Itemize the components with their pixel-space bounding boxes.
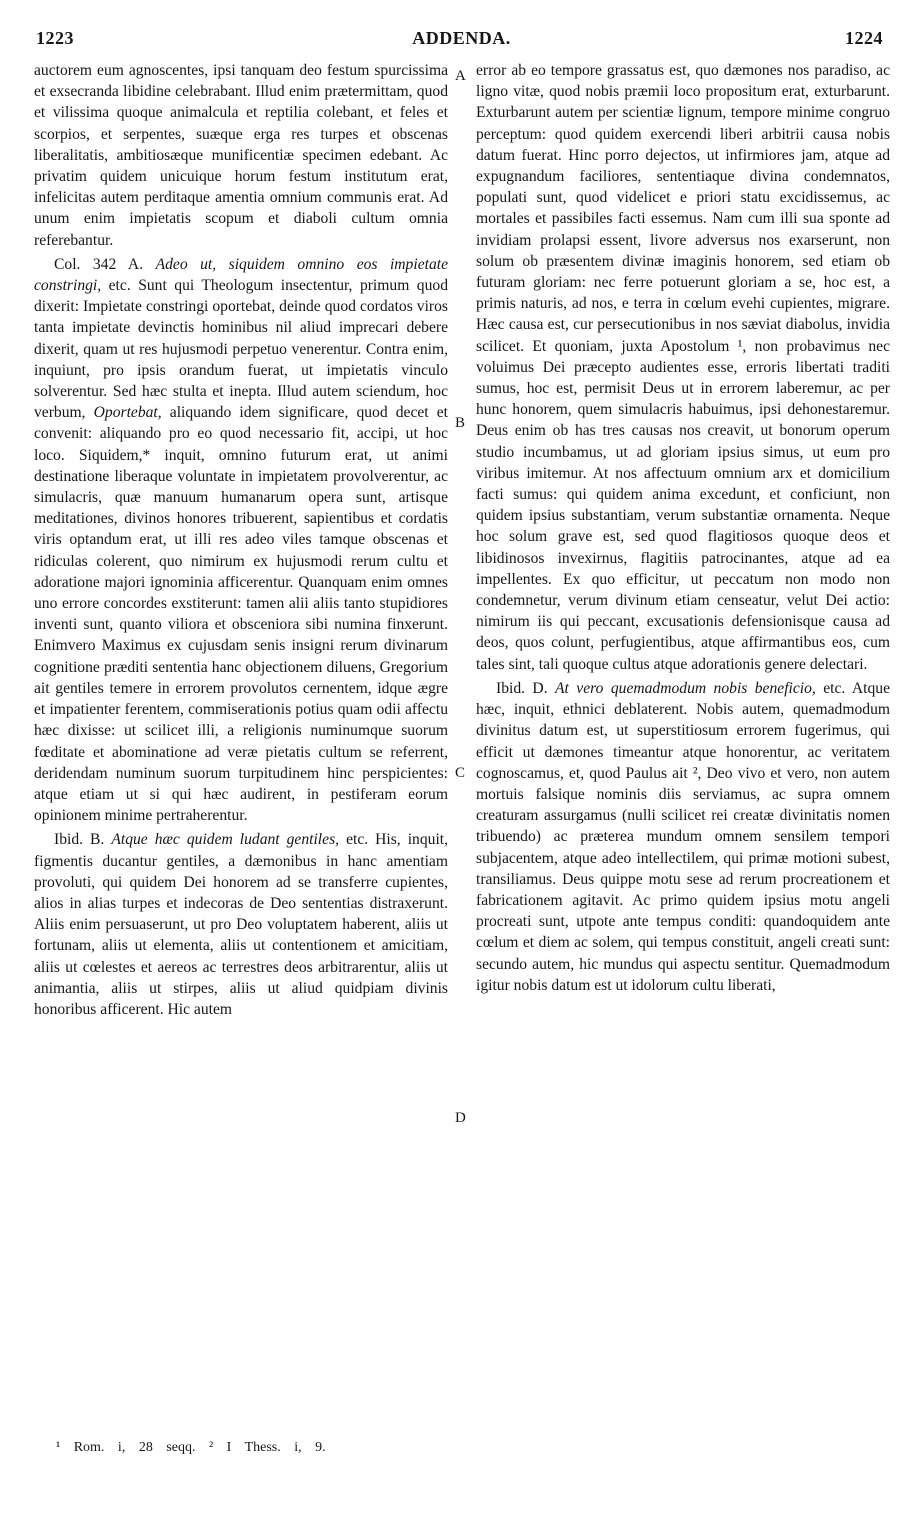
reference-lead: Col. 342 A. [54,255,144,273]
lemma: At vero quemadmodum nobis beneficio, [555,679,816,697]
emphasis-word: Oportebat, [93,404,162,422]
paragraph-text: etc. Sunt qui Theologum insectentur, primum quod dixerit: Impietate constringi oportebat, deinde quod cordatos viros tanta impietate devinctis hominibus nil aliud imprecari debere dixerit, quam ut res hujusmodi perpetuo venerentur. Contra enim, inquiunt, pro ipsis orandum fuerat, ut impietatis vinculo solverentur. Sed hæc stulta et inepta. Illud autem sciendum, hoc verbum, [34,277,448,422]
footnote: ¹ Rom. i, 28 seqq. [56,1440,196,1455]
margin-letter-b: B [455,415,466,431]
margin-letter-d: D [455,1110,466,1126]
page-number-right: 1224 [845,28,883,48]
reference-lead: Ibid. B. [54,831,105,849]
margin-letter-c: C [455,765,466,781]
lemma: Atque hæc quidem ludant gentiles, [111,831,340,849]
reference-lead: Ibid. D. [496,679,548,697]
paragraph: error ab eo tempore grassatus est, quo dæmones nos paradiso, ac ligno vitæ, quod nobis præmii loco propositum erat, exturbarunt. Exturbarunt autem per scientiæ lignum, tempore minime congruo perceptum: quod quidem exercendi liberi arbitrii causa nobis datum fuerat. Hinc porro dejectos, ut infirmiores jam, atque ad expugnandum faciliores, sententiaque divina condemnatos, populati sunt, quod videlicet e priori statu excidissemus, ac mortales et passibiles facti essemus. Nam cum illi sua sponte ad invidiam prolapsi essent, livore adversus nos exarserunt, non solum ob præsentem divinæ imaginis honorem, sed etiam ob futuram gloriam: nec ferre potuerunt gloriam a se, hoc est, a primis naturis, ad nos, e terra in cœlum evehi cupientes, migrare. Hæc causa est, cur persecutionibus in nos sæviat diabolus, invidia scilicet. Et quoniam, juxta Apostolum ¹, non probavimus nec voluimus Dei præcepto audientes esse, erroris libertati traditi sumus, hoc est, permisit Deus ut in errorem laberemur, ac per hunc honorem, quem simulacris habuimus, ipsi dehonestaremur. Deus enim ob has tres causas nos creavit, ut bonorum operum studio incumbamus, ut ad gloriam ipsius simus, ut eum pro viribus imitemur. At nos affectuum omnium arx et domicilium facti sumus: qui quidem anima excedunt, et conficiunt, non quidem ipsius substantiam, verum substantiæ ornamenta. Neque hoc solum grave est, sed quod flagitiosos quoque deos et libidinosos invexirnus, flagitiis patrocinantes, atque ad ea impellentes. Ex quo efficitur, ut peccatum non modo non condemnetur, verum divinum etiam censeatur, velut Dei actio: nimirum iis qui peccant, excusationis defensionisque causa ad deos, quos colunt, perfugientibus, atque affirmantibus eos, cum tales sint, tali quoque cultus atque adorationis genere delectari. [476,62,890,673]
running-title: ADDENDA. [412,28,511,48]
paragraph-text: etc. Atque hæc, inquit, ethnici deblaterent. Nobis autem, quemadmodum divinitus datum est, ut superstitiosum errorem fugerimus, qui efficit ut dæmones timeantur atque honorentur, ac veritatem cognoscamus, et, quod Paulus ait ², Deo vivo et vero, non autem mortuis falsique nominis diis serviamus, ac supra omnem creaturam assurgamus (nulli scilicet rei creatæ divinitatis nomen tribuendo) ac præterea mundum omnem sensilem tempori subjacentem, atque adeo intellectilem, qui primæ motioni subest, transiliamus. Deus quippe motu sese ad rerum procreationem et fabricationem agitavit. Ac primo quidem ipsius motu angeli procreati sunt, utpote ante tempus conditi: quandoquidem ante cœlum et diem ac solem, qui tempus constituit, angeli creati sunt: secundo autem, hic mundus qui aspectu sentitur. Quemadmodum igitur nobis datum est ut idolorum cultu liberati, [476,679,890,994]
lemma: Adeo ut, siquidem omnino eos impietate constringi, [34,255,448,295]
left-column [34,60,448,1020]
right-column [476,60,890,996]
footnote: ² I Thess. i, 9. [208,1440,326,1455]
paragraph: auctorem eum agnoscentes, ipsi tanquam deo festum spurcissima et exsecranda libidine celebrabant. Illud enim prætermittam, quod et vilissima quoque animalcula et reptilia colebant, et feles et scorpios, et serpentes, suæque erga res turpes et obscenas liberalitatis, ambitiosæque munificentiæ specimen edebant. Ac privatim quidem unicuique horum festum institutum erat, infelicitas autem perditaque amentia omnium communis erat. Ad unum enim impietatis scopum et diaboli cultum omnia referebantur. [34,62,448,249]
paragraph [34,254,448,826]
paragraph [476,678,890,996]
paragraph-text: etc. His, inquit, figmentis ducantur gentiles, a dæmonibus in hanc amentiam provoluti, qui quidem Dei honorem ad se transferre cupientes, alios in alias turpes et indecoras de Deo sententias distraxerunt. Aliis enim persuaserunt, ut pro Deo voluptatem haberent, aliis ut fortunam, aliis ut elementa, aliis ut contentionem et amicitiam, aliis ut cœlestes et aereos ac terrestres deos arbitrarentur, aliis ut animantia, aliis ut stirpes, aliis ut aliud quidpiam divinis honoribus afficerent. Hic autem [34,831,449,1018]
paragraph-text: aliquando idem significare, quod decet et convenit: aliquando pro eo quod necessario fit, accipi, ut hoc loco. Siquidem,* inquit, omnino futurum erat, ut animi destinatione liberaque voluntate in impietatem provolverentur, ac simulacris, quæ manuum humanarum opera sunt, artisque meditationes, divinos honores tribuerent, sapientibus et cordatis viris optandum erat, ut illi res adeo viles tamque obscenas et ridiculas colerent, quo nimirum ex hujusmodi rerum cultu et adoratione majori ignominia afficerentur. Quanquam enim omnes uno errore concordes exstiterunt: tamen alii aliis tanto stupidiores inventi sunt, quanto viliora et obsceniora sibi numina finxerunt. Enimvero Maximus ex cujusdam senis insigni rerum divinarum cognitione præditi sententia hanc objectionem diluens, Gregorium ait gentiles temere in errorem provolutos cernentem, idque ægre et impatienter ferentem, commiserationis potius quam odii affectu hæc dixisse: ut scilicet illi, a religionis numinumque suorum fœditate et abominatione ad veræ pietatis cultum se referrent, deridendam numinum suorum turpitudinem hinc perspicientes: atque etiam ut si qui hæc audirent, in pestiferam eorum opinionem minime pertraherentur. [34,404,448,825]
page-number-left: 1223 [36,28,74,48]
margin-letter-a: A [455,68,466,84]
paragraph [34,829,448,1020]
footnotes [56,1440,326,1456]
